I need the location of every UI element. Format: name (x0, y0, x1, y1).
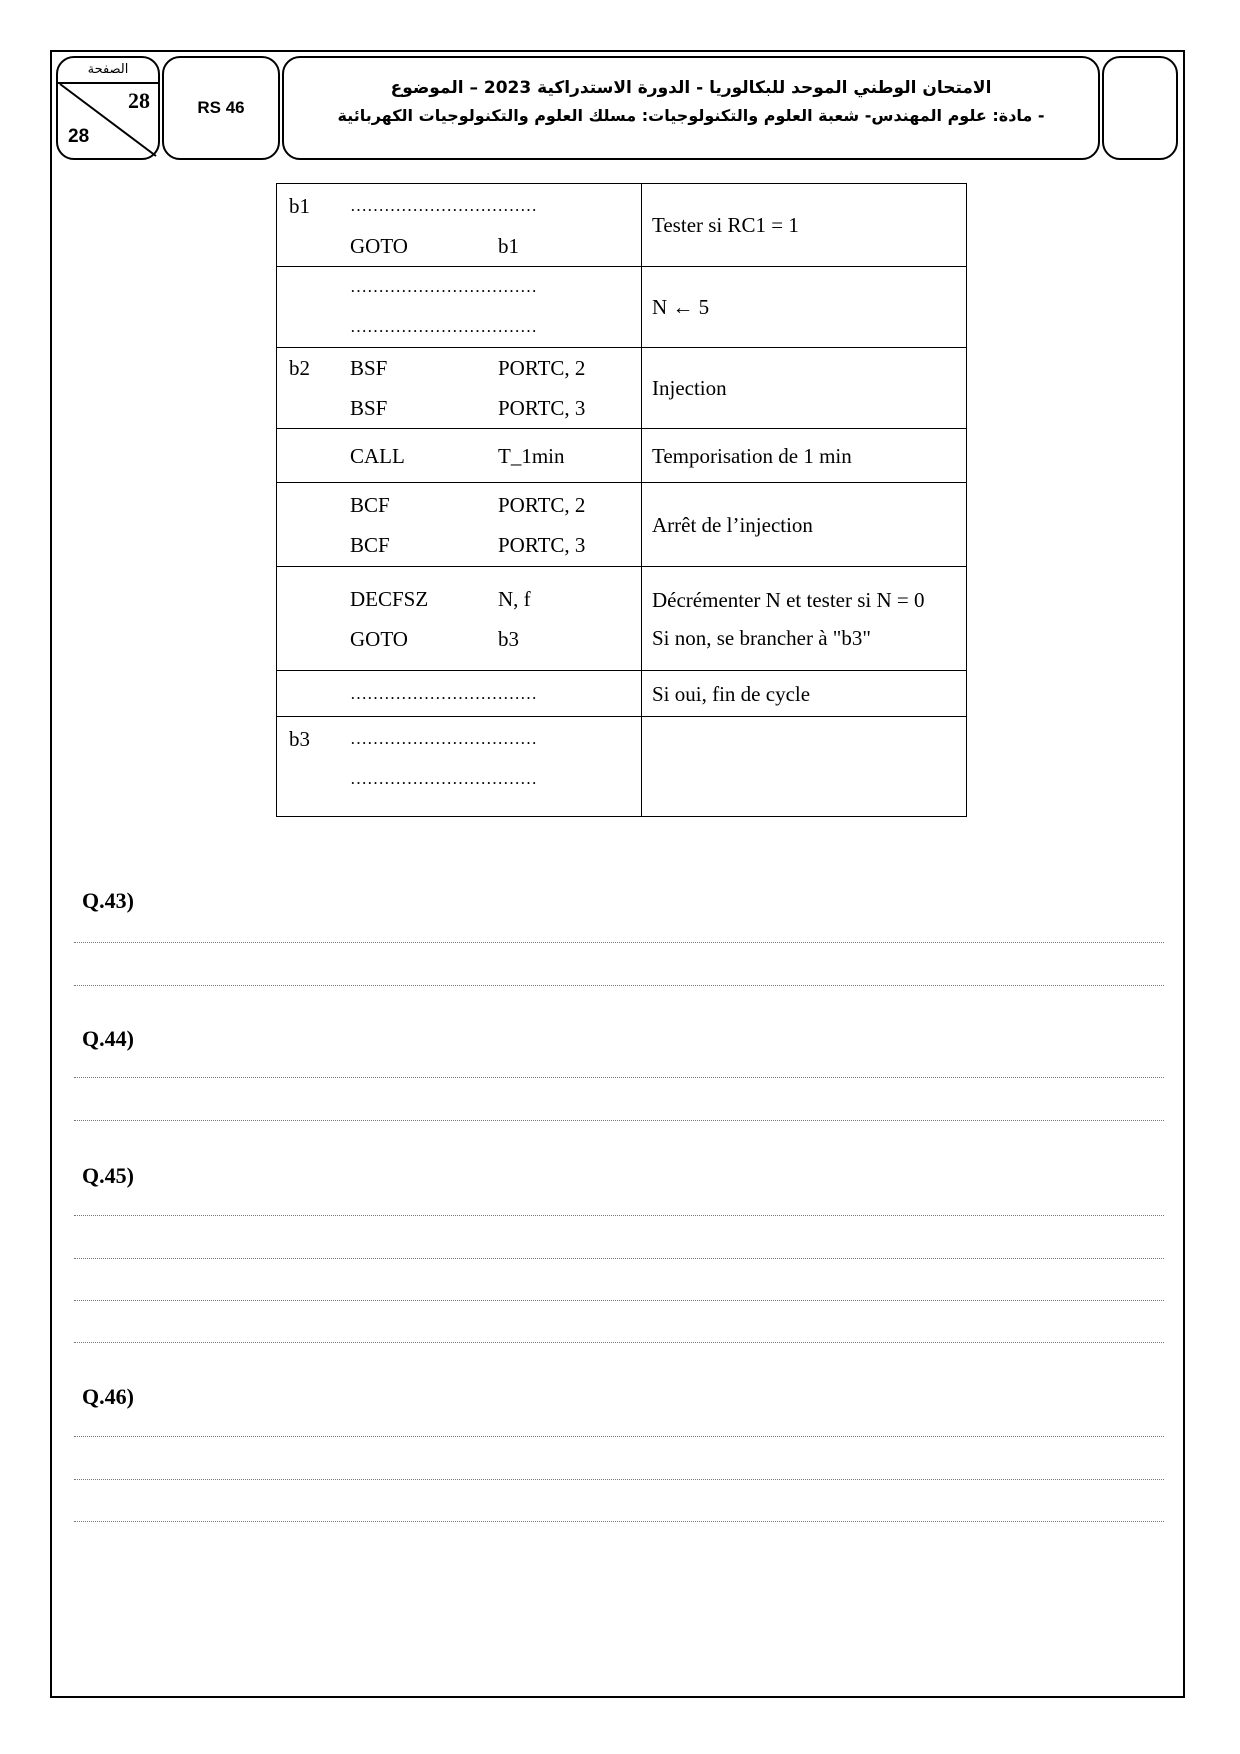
code-line (277, 674, 641, 714)
answer-line[interactable] (74, 1300, 1164, 1301)
answer-line[interactable] (74, 1479, 1164, 1480)
code-mnemonic: DECFSZ (350, 586, 429, 611)
comment-cell (642, 184, 967, 267)
code-operand: PORTC, 2 (498, 492, 586, 517)
comment-cell (642, 671, 967, 717)
program-row (277, 429, 967, 483)
exam-title: الامتحان الوطني الموحد للبكالوريا - الدورة الاستدراكية 2023 – الموضوع (390, 78, 992, 98)
answer-line[interactable] (74, 1077, 1164, 1078)
code-cell (277, 348, 642, 429)
page-label: الصفحة (58, 60, 158, 84)
code-operand: T_1min (498, 443, 565, 468)
code-line (277, 525, 641, 565)
answer-line[interactable] (74, 1521, 1164, 1522)
comment-cell (642, 267, 967, 348)
code-cell (277, 567, 642, 671)
answer-line[interactable] (74, 1215, 1164, 1216)
comment-text: Injection (652, 376, 727, 400)
code-line (277, 759, 641, 799)
program-row (277, 671, 967, 717)
code-cell (277, 671, 642, 717)
comment-text: Tester si RC1 = 1 (652, 213, 799, 237)
page-current: 28 (128, 88, 150, 113)
code-cell (277, 717, 642, 817)
program-row (277, 267, 967, 348)
code-operand: PORTC, 3 (498, 532, 586, 557)
code-mnemonic: BCF (350, 492, 390, 517)
program-row (277, 348, 967, 429)
code-mnemonic: …………………………… (350, 684, 537, 703)
code-mnemonic: CALL (350, 443, 405, 468)
code-line (277, 719, 641, 759)
page-total: 28 (68, 126, 90, 147)
code-label: b3 (289, 726, 310, 751)
code-line (277, 485, 641, 525)
answer-line[interactable] (74, 1120, 1164, 1121)
code-line (277, 388, 641, 428)
answer-line[interactable] (74, 1342, 1164, 1343)
answer-line[interactable] (74, 1258, 1164, 1259)
code-line (277, 436, 641, 476)
code-cell (277, 184, 642, 267)
code-operand: b1 (498, 233, 519, 258)
page-number-box (56, 56, 160, 160)
question-label: Q.46) (82, 1384, 134, 1409)
code-mnemonic: BSF (350, 355, 388, 380)
question-label: Q.44) (82, 1026, 134, 1051)
question-label: Q.45) (82, 1163, 134, 1188)
comment-cell (642, 348, 967, 429)
exam-code: RS 46 (162, 56, 280, 160)
program-table (276, 183, 967, 817)
code-label: b1 (289, 193, 310, 218)
comment-cell (642, 483, 967, 567)
exam-title-box (282, 56, 1100, 160)
answer-line[interactable] (74, 942, 1164, 943)
program-row (277, 567, 967, 671)
code-mnemonic: GOTO (350, 233, 408, 258)
comment-text: Si oui, fin de cycle (652, 681, 811, 706)
code-mnemonic: …………………………… (350, 769, 537, 788)
code-line (277, 619, 641, 659)
code-line (277, 307, 641, 347)
program-row (277, 717, 967, 817)
exam-subject: - مادة: علوم المهندس- شعبة العلوم والتكنولوجيات: مسلك العلوم والتكنولوجيات الكهربائية (337, 106, 1045, 125)
code-operand: N, f (498, 586, 531, 611)
comment-cell (642, 567, 967, 671)
code-label: b2 (289, 355, 310, 380)
comment-text: Si non, se brancher à "b3" (652, 625, 871, 650)
code-mnemonic: GOTO (350, 626, 408, 651)
code-line (277, 226, 641, 266)
code-cell (277, 267, 642, 348)
header (56, 56, 1178, 160)
comment-text: Arrêt de l’injection (652, 512, 813, 537)
empty-box (1102, 56, 1178, 160)
code-mnemonic: …………………………… (350, 317, 537, 336)
answer-line[interactable] (74, 985, 1164, 986)
code-line (277, 348, 641, 388)
comment-text: Décrémenter N et tester si N = 0 (652, 587, 925, 612)
code-cell (277, 429, 642, 483)
code-line (277, 579, 641, 619)
code-operand: b3 (498, 626, 519, 651)
comment-text: Temporisation de 1 min (652, 443, 852, 468)
comment-text: N ← 5 (652, 295, 710, 319)
program-row (277, 184, 967, 267)
code-mnemonic: …………………………… (350, 277, 537, 296)
code-mnemonic: …………………………… (350, 196, 537, 215)
code-mnemonic: …………………………… (350, 729, 537, 748)
comment-cell (642, 717, 967, 817)
code-line (277, 267, 641, 307)
code-operand: PORTC, 3 (498, 395, 586, 420)
question-label: Q.43) (82, 888, 134, 913)
program-row (277, 483, 967, 567)
comment-cell (642, 429, 967, 483)
code-mnemonic: BSF (350, 395, 388, 420)
code-mnemonic: BCF (350, 532, 390, 557)
answer-line[interactable] (74, 1436, 1164, 1437)
code-operand: PORTC, 2 (498, 355, 586, 380)
code-cell (277, 483, 642, 567)
code-line (277, 186, 641, 226)
